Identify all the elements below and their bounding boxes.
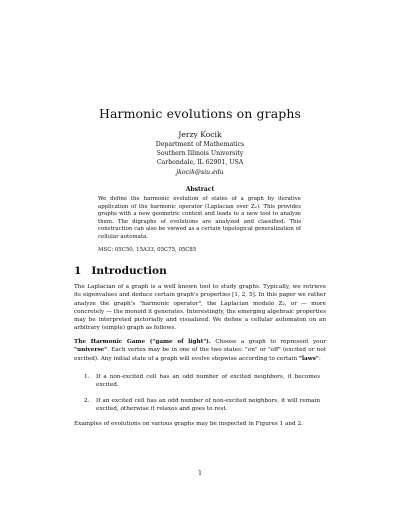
abstract-heading: Abstract bbox=[185, 186, 215, 193]
author-name: Jerzy Kocik bbox=[178, 130, 222, 139]
rules-list bbox=[84, 373, 320, 420]
section-number: 1 bbox=[74, 265, 82, 277]
author-city: Carbondale, IL 62901, USA bbox=[156, 159, 244, 167]
laws-term: "laws" bbox=[298, 355, 319, 362]
intro-paragraph-1: The Laplacian of a graph is a well known tool to study graphs. Typically, we retrieve its eigenvalues and deduce certain graph's properties [1, 2, 5]. In this paper we rather analyze the graph's "harmonic operator", the Laplacian modulo Z₂, or — more concretely — the monoid it generates. Interestingly, the emerging algebraic properties may be interpreted pictorially and visualized. We define a cellular automaton on an arbitrary (simple) graph as follows. bbox=[74, 284, 326, 332]
rule-text: If an excited cell has an odd number of non-excited neighbors, it will remain excited, otherwise it relaxes and goes to rest. bbox=[96, 397, 320, 412]
author-block bbox=[0, 129, 400, 177]
paper-title: Harmonic evolutions on graphs bbox=[98, 106, 302, 121]
author-university: Southern Illinois University bbox=[156, 150, 244, 158]
page-number: 1 bbox=[198, 470, 202, 477]
intro-paragraph-3: Examples of evolutions on various graphs may be inspected in Figures 1 and 2. bbox=[74, 421, 303, 427]
rule-item bbox=[84, 397, 320, 414]
paragraph-2-part-1: Choose a graph to represent your bbox=[210, 339, 326, 345]
harmonic-game-lead: The Harmonic Game ("game of light"). bbox=[74, 339, 211, 345]
universe-term: "universe" bbox=[74, 347, 108, 354]
msc-classification: MSC: 05C50, 15A33, 05C75, 05C85 bbox=[98, 247, 197, 253]
rule-item bbox=[84, 373, 320, 390]
section-title: Introduction bbox=[91, 265, 167, 277]
paragraph-2-part-2: . Each vertex may be in one of the two states: "on" or "off" (excited or not excited). Any initial state of a graph will evolve stepwise according to certain bbox=[74, 347, 326, 362]
author-department: Department of Mathematics bbox=[155, 141, 245, 148]
section-heading bbox=[74, 265, 167, 277]
rule-number: 2. bbox=[84, 397, 90, 404]
rule-number: 1. bbox=[84, 374, 90, 380]
paragraph-2-part-3: : bbox=[318, 355, 321, 362]
abstract-text: We define the harmonic evolution of states of a graph by iterative application of the harmonic operator (Laplacian over Z₂). This provides graphs with a new geometric context and leads to a new tool to analyze them. The digraphs of evolutions are analyzed and classified. This construction can also be viewed as a certain topological generalization of cellular automata. bbox=[98, 196, 301, 240]
rule-text: If a non-excited cell has an odd number of excited neighbors, it becomes excited. bbox=[96, 374, 320, 389]
intro-paragraph-2 bbox=[74, 338, 326, 363]
author-email: jkocik@siu.edu bbox=[176, 168, 224, 176]
